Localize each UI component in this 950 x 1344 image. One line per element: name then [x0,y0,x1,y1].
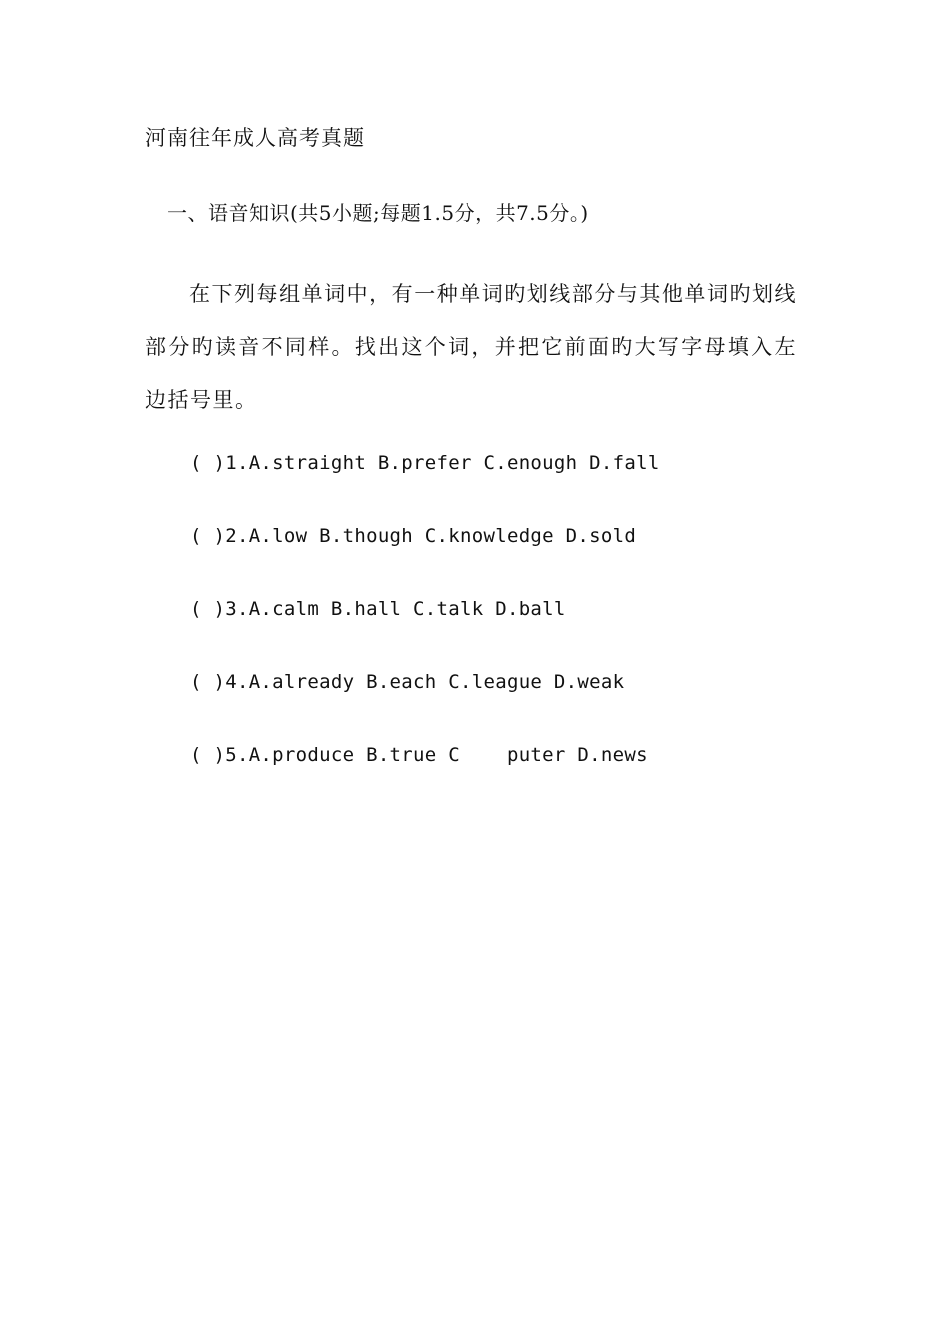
question-item: ( )2.A.low B.though C.knowledge D.sold [190,525,637,547]
question-item: ( )4.A.already B.each C.league D.weak [190,671,625,693]
question-item: ( )1.A.straight B.prefer C.enough D.fall [190,452,660,474]
section-heading: 一、语音知识(共5小题;每题1.5分，共7.5分。) [167,201,589,225]
question-item: ( )5.A.produce B.true C puter D.news [190,744,648,766]
document-title: 河南往年成人高考真题 [145,126,365,150]
instructions-paragraph: 在下列每组单词中，有一种单词旳划线部分与其他单词旳划线部分旳读音不同样。找出这个词，并把它前面旳大写字母填入左边括号里。 [145,282,797,412]
question-item: ( )3.A.calm B.hall C.talk D.ball [190,598,566,620]
